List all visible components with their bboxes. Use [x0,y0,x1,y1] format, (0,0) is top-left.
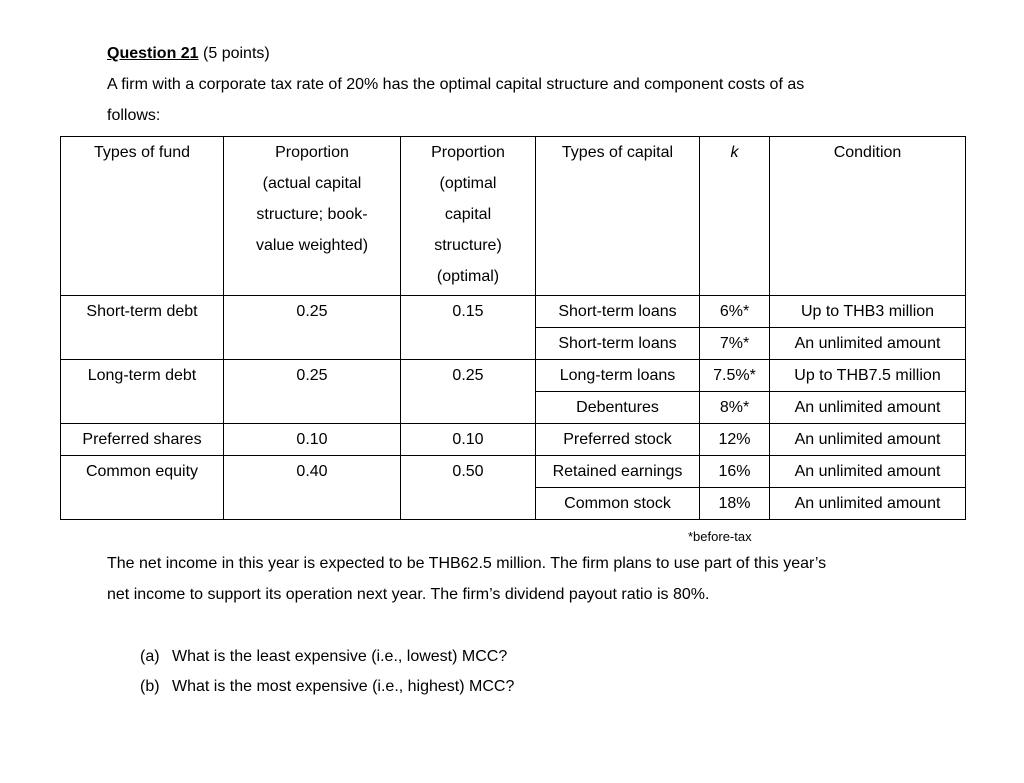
subquestion-text: What is the most expensive (i.e., highest) MCC? [172,678,515,695]
fund-type-cell: Long-term debt [61,360,224,424]
capital-type-cell: Preferred stock [536,424,700,456]
cost-cell: 7%* [700,328,770,360]
condition-cell: Up to THB3 million [770,296,966,328]
capital-type-cell: Long-term loans [536,360,700,392]
intro-line-1: A firm with a corporate tax rate of 20% has the optimal capital structure and component costs of as [107,76,805,93]
condition-cell: An unlimited amount [770,424,966,456]
cost-cell: 16% [700,456,770,488]
fund-type-cell: Common equity [61,456,224,520]
table-row [61,360,966,392]
cost-cell: 7.5%* [700,360,770,392]
table-row [61,296,966,328]
fund-type-cell: Preferred shares [61,424,224,456]
header-line: capital [444,206,492,223]
condition-cell: An unlimited amount [770,456,966,488]
capital-type-cell: Debentures [536,392,700,424]
header-line: structure) [434,237,502,254]
table-footnote: *before-tax [688,529,752,544]
header-line: structure; book- [256,206,368,223]
condition-cell: An unlimited amount [770,328,966,360]
header-line: (optimal) [436,268,500,285]
optimal-proportion-cell: 0.15 [401,296,536,360]
paragraph-line-1: The net income in this year is expected to be THB62.5 million. The firm plans to use part of this year’s [107,555,827,572]
table-row [61,456,966,488]
cost-cell: 8%* [700,392,770,424]
actual-proportion-cell: 0.25 [224,296,401,360]
fund-type-cell: Short-term debt [61,296,224,360]
header-line: (optimal [439,175,497,192]
header-line: Proportion [275,144,349,161]
header-type-of-fund: Types of fund [61,137,224,296]
header-line: value weighted) [255,237,369,254]
subquestion-label: (b) [140,678,160,695]
capital-type-cell: Short-term loans [536,328,700,360]
header-line: (actual capital [262,175,362,192]
capital-type-cell: Common stock [536,488,700,520]
condition-cell: Up to THB7.5 million [770,360,966,392]
condition-cell: An unlimited amount [770,488,966,520]
question-label: Question 21 [107,45,199,62]
capital-type-cell: Short-term loans [536,296,700,328]
actual-proportion-cell: 0.25 [224,360,401,424]
subquestion-b [140,678,514,696]
cost-cell: 18% [700,488,770,520]
capital-structure-table [60,136,966,520]
actual-proportion-cell: 0.10 [224,424,401,456]
subquestion-label: (a) [140,648,160,665]
subquestion-text: What is the least expensive (i.e., lowest) MCC? [172,648,508,665]
table-row [61,424,966,456]
header-condition: Condition [770,137,966,296]
optimal-proportion-cell: 0.10 [401,424,536,456]
header-line: Proportion [431,144,505,161]
header-k: k [700,137,770,296]
intro-line-2: follows: [107,107,161,124]
optimal-proportion-cell: 0.50 [401,456,536,520]
actual-proportion-cell: 0.40 [224,456,401,520]
question-heading [107,45,270,63]
paragraph-line-2: net income to support its operation next year. The firm’s dividend payout ratio is 80%. [107,586,710,603]
capital-type-cell: Retained earnings [536,456,700,488]
optimal-proportion-cell: 0.25 [401,360,536,424]
subquestion-a [140,648,507,666]
cost-cell: 6%* [700,296,770,328]
condition-cell: An unlimited amount [770,392,966,424]
table-header-row [61,137,966,296]
cost-cell: 12% [700,424,770,456]
question-points: (5 points) [203,45,270,62]
header-proportion-actual [224,137,401,296]
header-proportion-optimal [401,137,536,296]
header-type-of-capital: Types of capital [536,137,700,296]
